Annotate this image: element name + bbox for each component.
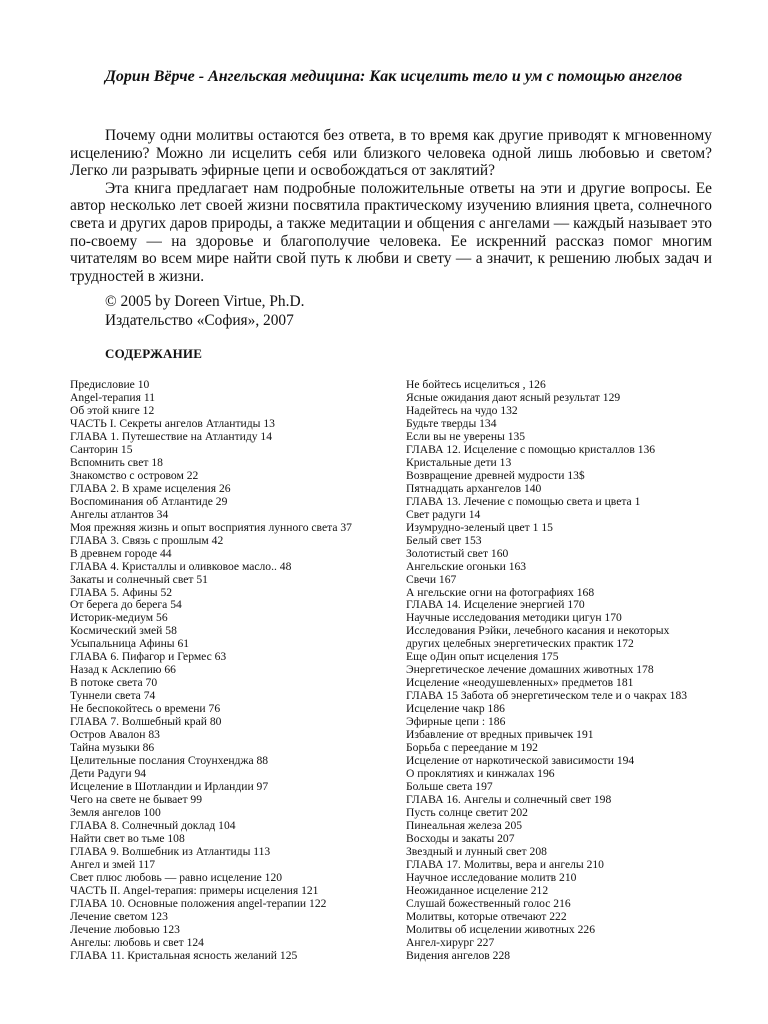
toc-entry: Дети Радуги 94 (70, 767, 147, 781)
toc-entry: От берега до берега 54 (70, 598, 182, 612)
toc-entry: Научные исследования методики цигун 170 (406, 611, 622, 625)
toc-entry: ГЛАВА 6. Пифагор и Гермес 63 (70, 650, 227, 664)
toc-entry: Ангелы: любовь и свет 124 (70, 935, 204, 949)
toc-entry: Вспомнить свет 18 (70, 455, 163, 469)
toc-entry: ГЛАВА 9. Волшебник из Атлантиды 113 (70, 844, 271, 858)
toc-left-column (70, 378, 400, 962)
toc-entry: Земля ангелов 100 (70, 805, 161, 819)
toc-entry: Найти свет во тьме 108 (70, 831, 185, 845)
toc-entry: Пинеальная железа 205 (406, 818, 523, 832)
toc-entry: ГЛАВА 12. Исцеление с помощью кристаллов 136 (406, 442, 656, 456)
toc-entry: ГЛАВА 4. Кристаллы и оливковое масло.. 48 (70, 559, 292, 573)
copyright-block (105, 292, 304, 330)
toc-entry: Исцеление чакр 186 (406, 702, 505, 716)
toc-entry: Белый свет 153 (406, 533, 482, 547)
toc-entry: Борьба с переедание м 192 (406, 741, 538, 755)
toc-entry: Молитвы, которые отвечают 222 (406, 909, 567, 923)
toc-entry: Ангельские огоньки 163 (406, 559, 527, 573)
toc-entry: Туннели света 74 (70, 689, 156, 703)
toc-entry: ГЛАВА 2. В храме исцеления 26 (70, 481, 231, 495)
toc-entry: Пятнадцать архангелов 140 (406, 481, 542, 495)
toc-entry: Молитвы об исцелении животных 226 (406, 922, 596, 936)
toc-entry: ГЛАВА 10. Основные положения angel-терапии 122 (70, 896, 327, 910)
toc-entry: Больше света 197 (406, 780, 493, 794)
toc-entry: Знакомство с островом 22 (70, 468, 199, 482)
toc-entry: Исследования Рэйки, лечебного касания и некоторых (406, 624, 670, 638)
toc-entry: Чего на свете не бывает 99 (70, 793, 203, 806)
toc-entry: Избавление от вредных привычек 191 (406, 728, 594, 742)
toc-entry: Эфирные цепи : 186 (406, 715, 506, 729)
toc-entry: Возвращение древней мудрости 13$ (406, 468, 585, 482)
toc-entry: ГЛАВА 15 Забота об энергетическом теле и о чакрах 183 (406, 689, 688, 703)
toc-entry: Ангелы атлантов 34 (70, 507, 169, 521)
toc-entry: Ангел-хирург 227 (406, 935, 495, 949)
toc-entry: Angel-терапия 11 (70, 390, 155, 404)
toc-entry: Свет плюс любовь — равно исцеление 120 (70, 870, 283, 884)
toc-entry: Не беспокойтесь о времени 76 (70, 702, 221, 716)
toc-entry: Закаты и солнечный свет 51 (70, 572, 208, 586)
toc-entry: других целебных энергетических практик 172 (406, 637, 634, 651)
toc-entry: ЧАСТЬ II. Angel-терапия: примеры исцеления 121 (70, 883, 319, 897)
toc-entry: ГЛАВА 11. Кристальная ясность желаний 125 (70, 948, 298, 962)
toc-entry: Ангел и змей 117 (70, 857, 156, 871)
toc-entry: Золотистый свет 160 (406, 546, 509, 560)
toc-entry: ГЛАВА 17. Молитвы, вера и ангелы 210 (406, 857, 604, 871)
toc-entry: Слушай божественный голос 216 (406, 896, 571, 910)
copyright-line: © 2005 by Doreen Virtue, Ph.D. (105, 293, 305, 310)
document-title: Дорин Вёрче - Ангельская медицина: Как исцелить тело и ум с помощью ангелов (105, 68, 683, 85)
toc-entry: Остров Авалон 83 (70, 728, 160, 742)
toc-entry: Исцеление в Шотландии и Ирландии 97 (70, 780, 269, 794)
toc-entry: Если вы не уверены 135 (406, 429, 526, 443)
intro-paragraph: Эта книга предлагает нам подробные положительные ответы на эти и другие вопросы. Ее автор несколько лет своей жизни посвятила практическому изучению влияния цвета, солнечного света и других даров природы, а также медитации и общения с ангелами — каждый называет это по-своему — на здоровье и благополучие человека. Ее искренний рассказ помог многим читателям во всем мире найти свой путь к любви и свету — а значит, к решению любых задач и трудностей в жизни. (70, 179, 712, 285)
toc-entry: Свет радуги 14 (406, 507, 481, 521)
toc-entry: Неожиданное исцеление 212 (406, 883, 549, 897)
toc-entry: Тайна музыки 86 (70, 741, 155, 755)
toc-entry: Исцеление «неодушевленных» предметов 181 (406, 676, 634, 690)
toc-entry: Усыпальница Афины 61 (70, 637, 190, 651)
toc-entry: Целительные послания Стоунхенджа 88 (70, 754, 269, 768)
toc-entry: Моя прежняя жизнь и опыт восприятия лунного света 37 (70, 520, 352, 534)
toc-entry: ГЛАВА 7. Волшебный край 80 (70, 715, 222, 729)
toc-entry: Кристальные дети 13 (406, 455, 512, 469)
toc-entry: ГЛАВА 8. Солнечный доклад 104 (70, 818, 236, 832)
toc-entry: ЧАСТЬ I. Секреты ангелов Атлантиды 13 (70, 416, 275, 430)
toc-entry: Пусть солнце светит 202 (406, 805, 528, 819)
toc-entry: Свечи 167 (406, 572, 457, 586)
toc-entry: Еще оДин опыт исцеления 175 (406, 650, 559, 664)
toc-entry: ГЛАВА 3. Связь с прошлым 42 (70, 533, 224, 547)
toc-entry: Лечение любовью 123 (70, 922, 180, 936)
toc-entry: ГЛАВА 13. Лечение с помощью света и цвета 1 (406, 494, 641, 508)
toc-entry: Энергетическое лечение домашних животных 178 (406, 663, 654, 677)
toc-entry: Об этой книге 12 (70, 403, 155, 417)
toc-entry: Изумрудно-зеленый цвет 1 15 (406, 520, 553, 534)
contents-heading: СОДЕРЖАНИЕ (105, 346, 203, 361)
toc-entry: Восходы и закаты 207 (406, 831, 515, 845)
toc-entry: Надейтесь на чудо 132 (406, 403, 518, 417)
toc-entry: Предисловие 10 (70, 378, 150, 391)
toc-entry: Космический змей 58 (70, 624, 177, 638)
toc-entry: Видения ангелов 228 (406, 948, 511, 962)
toc-entry: Научное исследование молитв 210 (406, 870, 577, 884)
toc-entry: Лечение светом 123 (70, 909, 168, 923)
toc-entry: ГЛАВА 5. Афины 52 (70, 585, 173, 599)
toc-entry: Будьте тверды 134 (406, 416, 497, 430)
toc-entry: О проклятиях и кинжалах 196 (406, 767, 555, 781)
toc-entry: Историк-медиум 56 (70, 611, 168, 625)
toc-right-column (406, 378, 736, 962)
toc-entry: Санторин 15 (70, 442, 133, 456)
intro-text (70, 127, 712, 285)
toc-entry: Воспоминания об Атлантиде 29 (70, 494, 228, 508)
toc-entry: ГЛАВА 1. Путешествие на Атлантиду 14 (70, 429, 273, 443)
toc-entry: ГЛАВА 16. Ангелы и солнечный свет 198 (406, 793, 612, 806)
toc-entry: В потоке света 70 (70, 676, 158, 690)
toc-entry: В древнем городе 44 (70, 546, 172, 560)
toc-entry: Не бойтесь исцелиться , 126 (406, 378, 546, 391)
toc-entry: Ясные ожидания дают ясный результат 129 (406, 390, 621, 404)
toc-entry: Исцеление от наркотической зависимости 194 (406, 754, 635, 768)
toc-entry: Назад к Асклепию 66 (70, 663, 176, 677)
toc-entry: ГЛАВА 14. Исцеление энергией 170 (406, 598, 585, 612)
toc-entry: Звездный и лунный свет 208 (406, 844, 547, 858)
intro-paragraph: Почему одни молитвы остаются без ответа, в то время как другие приводят к мгновенному исцелению? Можно ли исцелить себя или близкого человека одной лишь любовью и светом? Легко ли разрывать эфирные цепи и освобождаться от заклятий? (70, 127, 712, 180)
toc-entry: А нгельские огни на фотографиях 168 (406, 585, 595, 599)
publisher-line: Издательство «София», 2007 (105, 312, 294, 329)
